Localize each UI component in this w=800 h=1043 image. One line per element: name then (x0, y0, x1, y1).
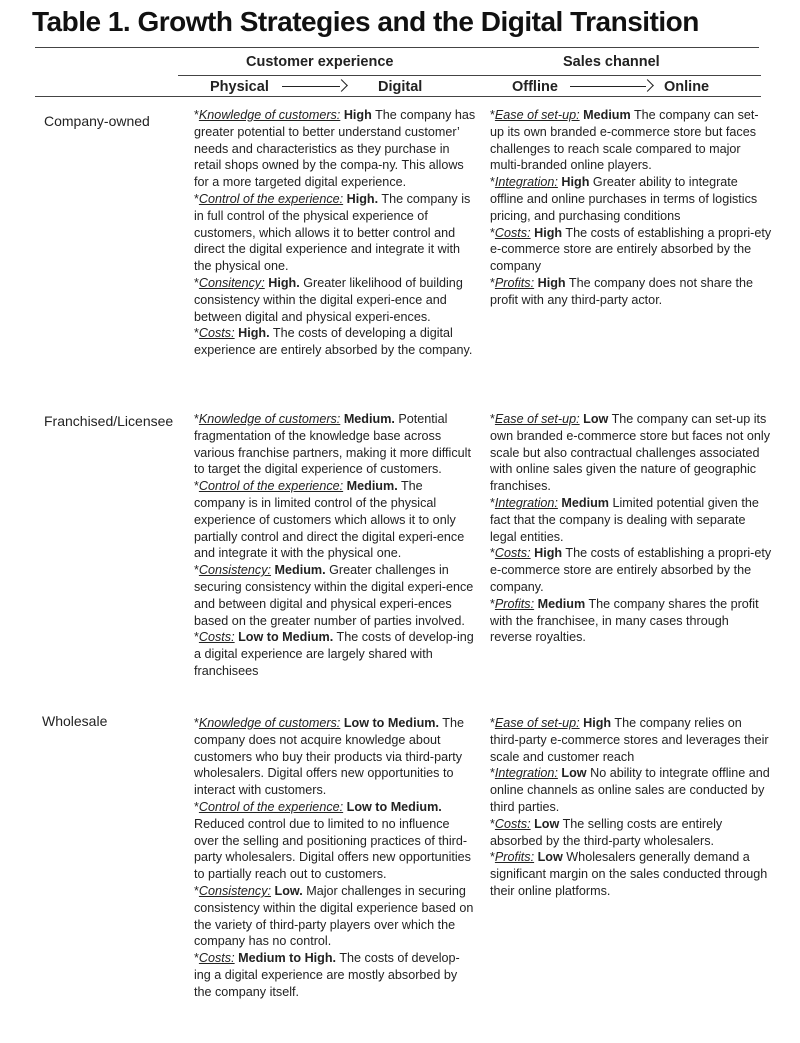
cell-customer-experience (194, 411, 476, 680)
list-item: *Costs: High The costs of establishing a propri-ety e-commerce store are entirely absorbed by the company. (490, 546, 772, 594)
cell-customer-experience (194, 107, 476, 359)
list-item: *Control of the experience: Medium. The company is in limited control of the physical experience of customers which allows it to only partially control and direct the digital experi-ence and integrate it with the physical one. (194, 479, 465, 561)
header-bottom-rule (35, 96, 761, 97)
header-digital: Digital (378, 79, 423, 95)
list-item: *Profits: Medium The company shares the profit with the franchisee, in many cases through reverse royalties. (490, 596, 759, 645)
list-item: *Costs: High The costs of establishing a propri-ety e-commerce store are entirely absorbed by the company (490, 225, 772, 274)
arrow-right-icon (282, 80, 346, 92)
arrow-right-icon (570, 80, 652, 92)
cell-sales-channel (490, 715, 772, 900)
list-item: *Control of the experience: High. The company is in full control of the physical experience of customers, which allows it to better control and direct the digital experience and integrate it with the physical one. (194, 191, 471, 274)
list-item: *Integration: Medium Limited potential given the fact that the company is dealing with separate legal entities. (490, 495, 759, 544)
header-customer-experience: Customer experience (246, 54, 394, 70)
cell-customer-experience (194, 715, 476, 1001)
list-item: *Profits: High The company does not share the profit with any third-party actor. (490, 275, 753, 307)
list-item: *Profits: Low Wholesalers generally demand a significant margin on the sales conducted through their online platforms. (490, 850, 768, 898)
list-item: *Knowledge of customers: High The company has greater potential to better understand customer’ needs and characteristics as they purchase in retail shops owned by the compa-ny. This allows for a more targeted digital experience. (194, 108, 476, 190)
list-item: *Costs: Low to Medium. The costs of develop-ing a digital experience are largely shared with franchisees (194, 630, 474, 678)
row-label-franchised-licensee: Franchised/Licensee (44, 413, 174, 429)
list-item: *Integration: High Greater ability to integrate offline and online purchases in terms of logistics pricing, and purchasing conditions (490, 175, 758, 223)
list-item: *Knowledge of customers: Low to Medium. The company does not acquire knowledge about customers who buy their products via third-party wholesalers. Digital offers new opportunities to interact with customers. (194, 716, 464, 798)
list-item: *Consitency: High. Greater likelihood of building consistency within the digital experi-ence and between digital and physical experi-ences. (194, 275, 463, 324)
row-label-company-owned: Company-owned (44, 113, 150, 129)
list-item: *Ease of set-up: Low The company can set-up its own branded e-commerce store but faces not only scale but also contractual challenges associated with online sales given the nature of geographic franchises. (490, 412, 771, 494)
header-physical: Physical (210, 79, 269, 95)
list-item: *Ease of set-up: Medium The company can set-up its own branded e-commerce store but faces challenges to reach scale compared to major multi-branded online players. (490, 108, 759, 173)
list-item: *Integration: Low No ability to integrate offline and online channels as online sales are conducted by third parties. (490, 766, 770, 814)
list-item: *Costs: High. The costs of developing a digital experience are entirely absorbed by the company. (194, 326, 473, 358)
subheader-rule (178, 75, 761, 76)
list-item: *Knowledge of customers: Medium. Potential fragmentation of the knowledge base across various franchise partners, making it more difficult to target the digital experience of customers. (194, 412, 471, 477)
list-item: *Costs: Medium to High. The costs of develop-ing a digital experience are mostly absorbed by the company itself. (194, 951, 460, 999)
list-item: *Consistency: Medium. Greater challenges in securing consistency within the digital experi-ence and between digital and physical experi-ences based on the greater number of parties involved. (194, 563, 474, 628)
list-item: *Ease of set-up: High The company relies on third-party e-commerce stores and leverages their scale and customer reach (490, 716, 769, 764)
cell-sales-channel (490, 411, 772, 646)
list-item: *Control of the experience: Low to Medium. Reduced control due to limited to no influence over the selling and positioning practices of third-party wholesalers. Digital offers new opportunities to partially reach out to customers. (194, 799, 471, 882)
list-item: *Costs: Low The selling costs are entirely absorbed by the third-party wholesalers. (490, 816, 723, 848)
header-offline: Offline (512, 79, 558, 95)
list-item: *Consistency: Low. Major challenges in securing consistency within the digital experience based on the variety of third-party players over which the company has no control. (194, 883, 474, 949)
top-rule (35, 47, 759, 48)
header-sales-channel: Sales channel (563, 54, 660, 70)
header-online: Online (664, 79, 710, 95)
cell-sales-channel (490, 107, 772, 309)
row-label-wholesale: Wholesale (42, 713, 108, 729)
page-title: Table 1. Growth Strategies and the Digital Transition (32, 6, 699, 37)
